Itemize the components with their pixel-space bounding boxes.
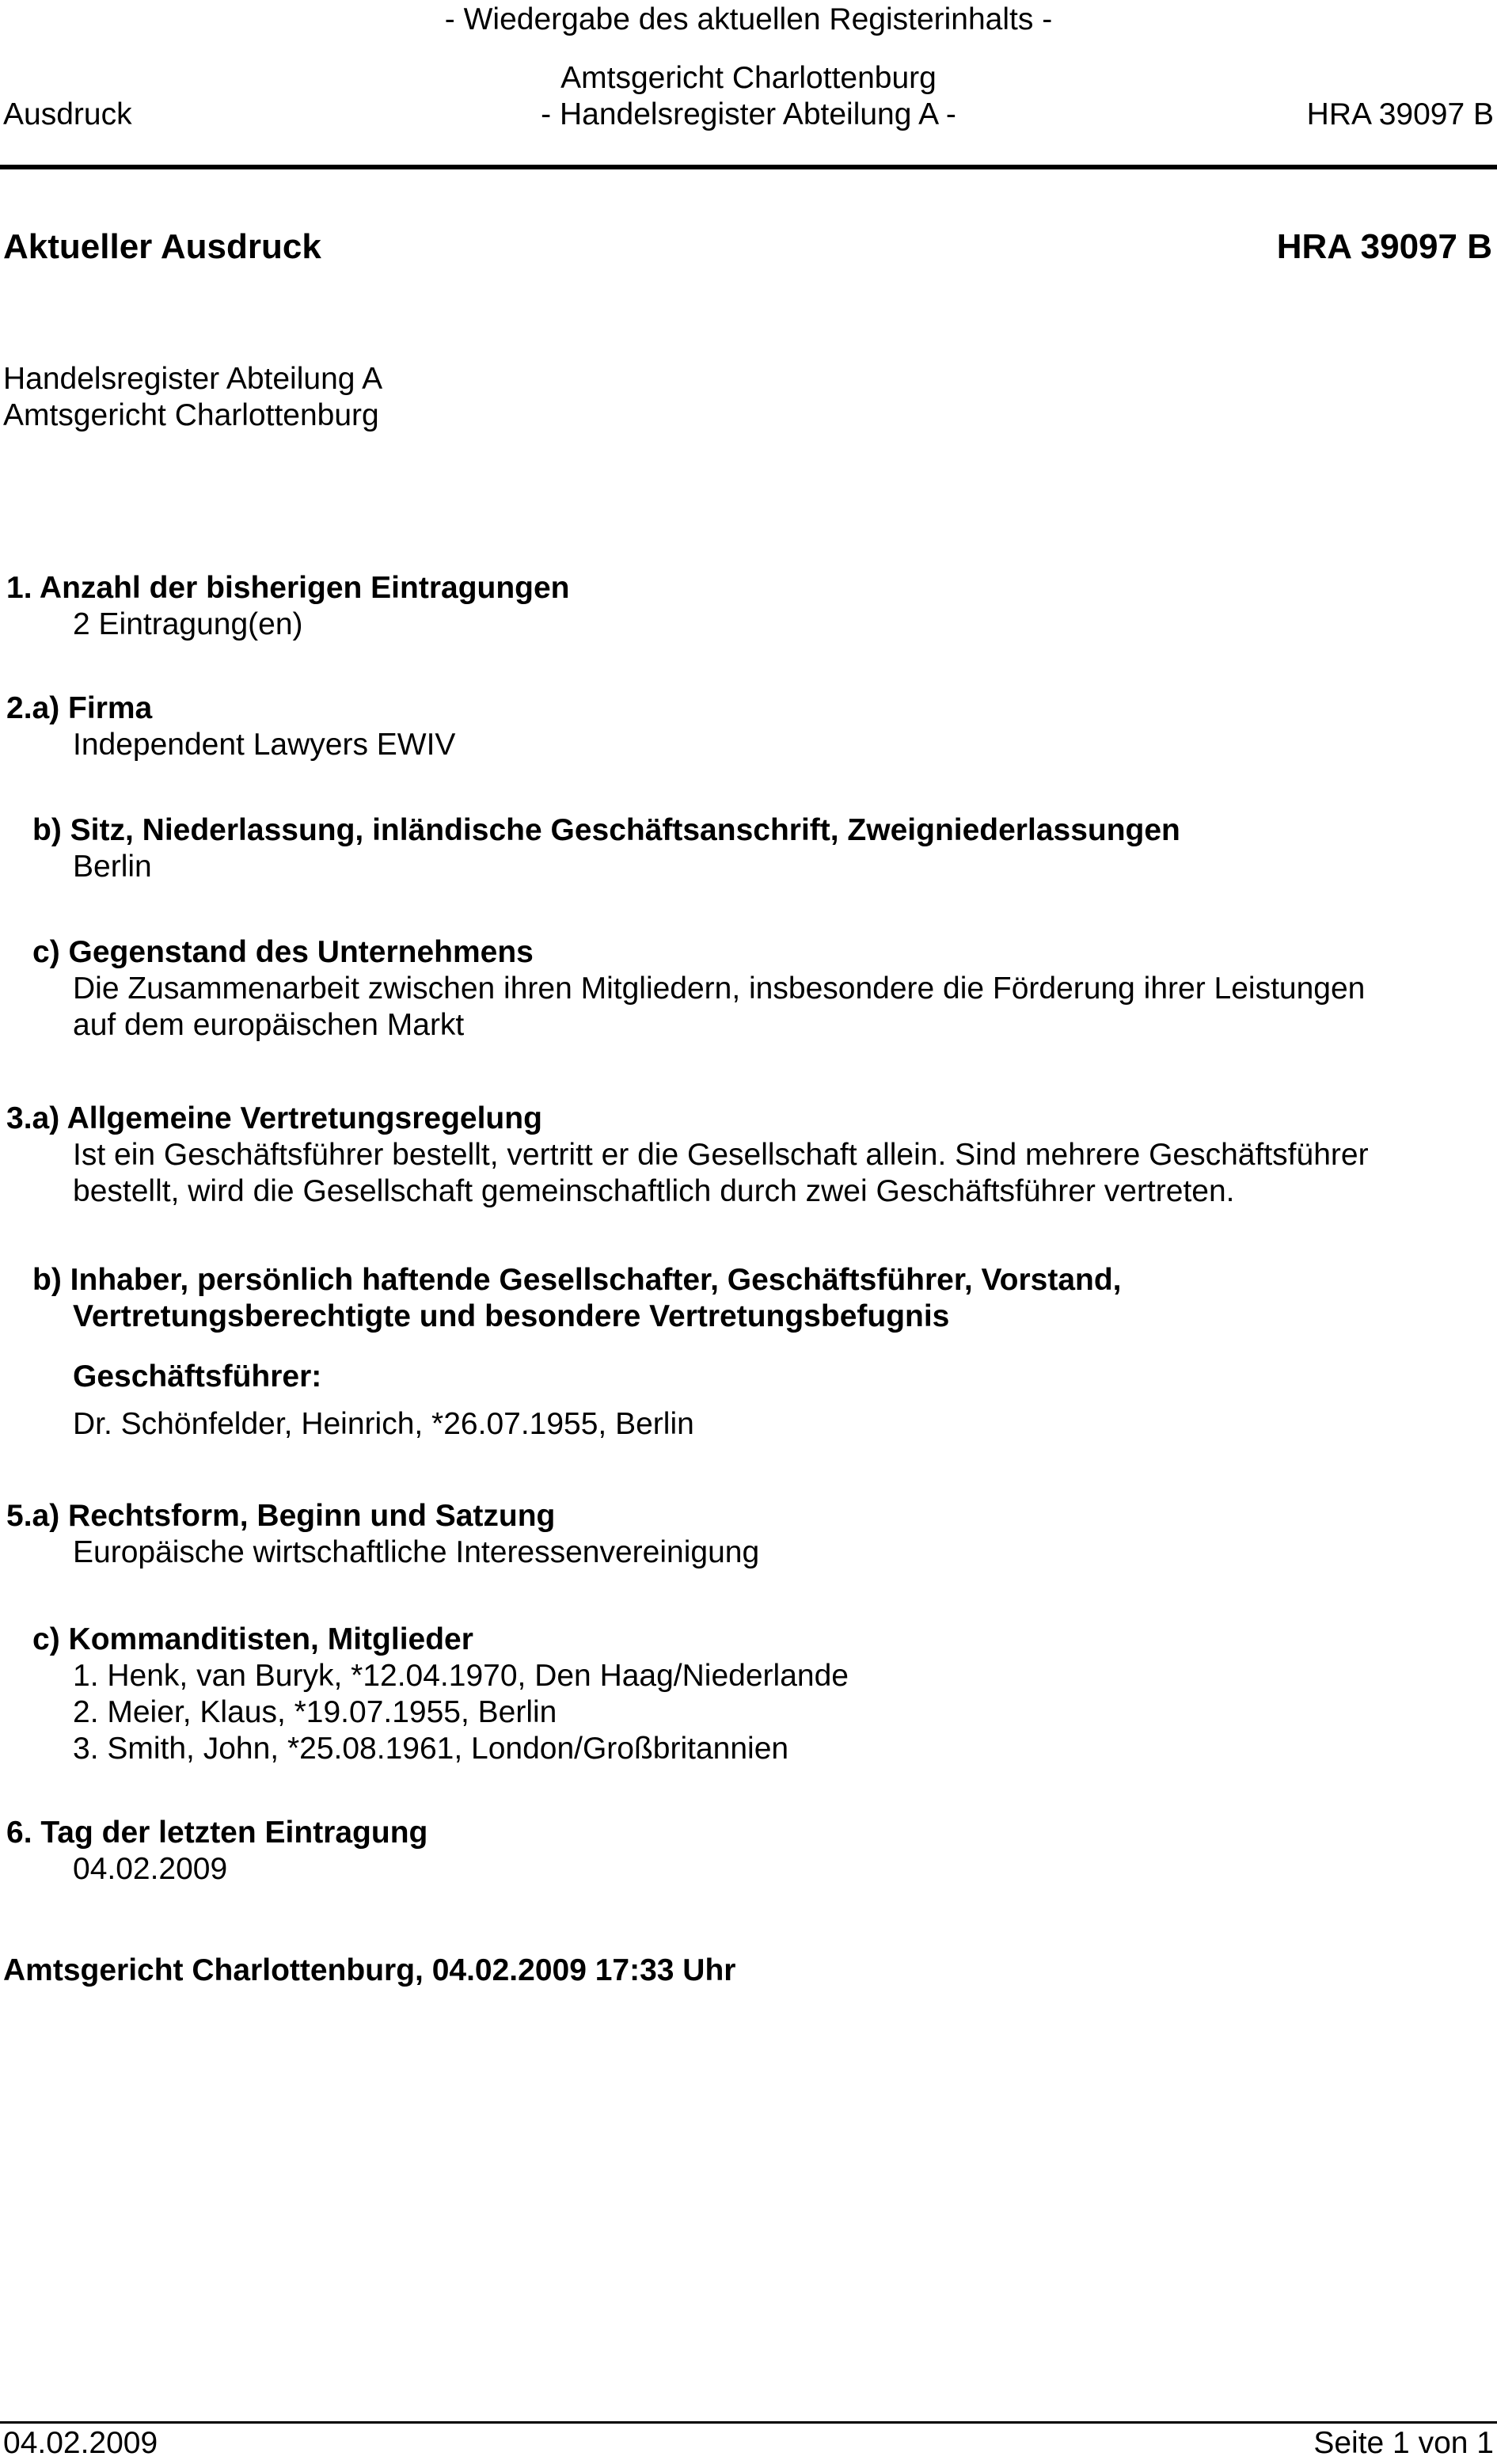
section-content-line: Berlin bbox=[73, 850, 152, 884]
section-label: b) bbox=[32, 1263, 62, 1297]
title-row bbox=[0, 226, 1497, 268]
section-heading-text: Gegenstand des Unternehmens bbox=[68, 935, 534, 969]
footer-date: 04.02.2009 bbox=[3, 2426, 158, 2460]
issued-line: Amtsgericht Charlottenburg, 04.02.2009 17:33 Uhr bbox=[3, 1953, 736, 1987]
section-heading bbox=[3, 690, 1494, 727]
section-heading-text: Inhaber, persönlich haftende Gesellschafter, Geschäftsführer, Vorstand, bbox=[70, 1263, 1122, 1297]
section-content-line: 04.02.2009 bbox=[73, 1852, 228, 1886]
title-register-number: HRA 39097 B bbox=[1276, 227, 1492, 266]
section-label: c) bbox=[32, 935, 60, 969]
section-inhaber bbox=[3, 1262, 1494, 1443]
section-content-line: 2 Eintragung(en) bbox=[73, 607, 303, 641]
member-list-item: 2. Meier, Klaus, *19.07.1955, Berlin bbox=[73, 1695, 557, 1729]
member-list-item: 1. Henk, van Buryk, *12.04.1970, Den Haag/Niederlande bbox=[73, 1659, 849, 1693]
header-register-number: HRA 39097 B bbox=[1306, 97, 1494, 131]
page-footer bbox=[0, 2421, 1497, 2462]
member-list-item: 3. Smith, John, *25.08.1961, London/Großbritannien bbox=[73, 1732, 789, 1766]
section-label: 1. bbox=[6, 571, 32, 605]
section-content-line: Dr. Schönfelder, Heinrich, *26.07.1955, Berlin bbox=[73, 1407, 694, 1441]
section-heading bbox=[3, 1101, 1494, 1137]
header-court-line: Amtsgericht Charlottenburg bbox=[560, 61, 937, 95]
section-label: c) bbox=[32, 1622, 60, 1656]
section-label: 3.a) bbox=[6, 1101, 60, 1135]
section-kommanditisten bbox=[3, 1622, 1494, 1767]
footer-page-info: Seite 1 von 1 bbox=[1313, 2426, 1494, 2460]
page-title: Aktueller Ausdruck bbox=[3, 227, 321, 266]
section-firma bbox=[3, 690, 1494, 763]
section-label: 5.a) bbox=[6, 1499, 60, 1533]
section-heading-text: Kommanditisten, Mitglieder bbox=[68, 1622, 473, 1656]
section-rechtsform bbox=[3, 1498, 1494, 1571]
section-heading-text: Sitz, Niederlassung, inländische Geschäftsanschrift, Zweigniederlassungen bbox=[70, 813, 1180, 847]
section-heading-text: Firma bbox=[68, 691, 153, 725]
section-heading bbox=[3, 812, 1494, 849]
section-vertretungsregelung bbox=[3, 1101, 1494, 1210]
section-content-line: auf dem europäischen Markt bbox=[73, 1008, 465, 1042]
section-anzahl-eintragungen bbox=[3, 570, 1494, 643]
register-sections bbox=[0, 570, 1497, 1888]
section-heading bbox=[3, 570, 1494, 606]
section-letzte-eintragung bbox=[3, 1815, 1494, 1888]
subtitle-court: Amtsgericht Charlottenburg bbox=[3, 398, 379, 432]
footer-row bbox=[0, 2424, 1497, 2462]
section-content-line: bestellt, wird die Gesellschaft gemeinschaftlich durch zwei Geschäftsführer vertreten. bbox=[73, 1174, 1235, 1208]
subtitle-block bbox=[0, 361, 1497, 434]
section-label: b) bbox=[32, 813, 62, 847]
section-content-line: Ist ein Geschäftsführer bestellt, vertritt er die Gesellschaft allein. Sind mehrere Geschäftsführer bbox=[73, 1138, 1369, 1172]
section-heading-continuation: Vertretungsberechtigte und besondere Vertretungsbefugnis bbox=[73, 1299, 950, 1333]
section-heading bbox=[3, 1622, 1494, 1658]
section-label: 6. bbox=[6, 1816, 32, 1850]
section-content-line: Die Zusammenarbeit zwischen ihren Mitgliedern, insbesondere die Förderung ihrer Leistungen bbox=[73, 972, 1366, 1006]
section-heading bbox=[3, 1815, 1494, 1851]
section-label: 2.a) bbox=[6, 691, 60, 725]
section-heading bbox=[3, 934, 1494, 971]
section-heading-text: Tag der letzten Eintragung bbox=[40, 1816, 428, 1850]
section-gegenstand bbox=[3, 934, 1494, 1044]
header-left-label: Ausdruck bbox=[3, 97, 132, 131]
header-divider-rule bbox=[0, 165, 1497, 169]
section-heading bbox=[3, 1498, 1494, 1534]
section-content-line: Independent Lawyers EWIV bbox=[73, 728, 456, 762]
section-sitz bbox=[3, 812, 1494, 885]
section-subheading: Geschäftsführer: bbox=[73, 1359, 322, 1394]
subtitle-register: Handelsregister Abteilung A bbox=[3, 362, 383, 396]
section-heading-text: Anzahl der bisherigen Eintragungen bbox=[39, 571, 570, 605]
section-content-line: Europäische wirtschaftliche Interessenvereinigung bbox=[73, 1535, 760, 1569]
header-register-line: - Handelsregister Abteilung A - bbox=[541, 97, 956, 131]
header-register-row bbox=[0, 97, 1497, 133]
section-heading-text: Allgemeine Vertretungsregelung bbox=[66, 1101, 542, 1135]
header-watermark-line: - Wiedergabe des aktuellen Registerinhalts - bbox=[444, 2, 1053, 36]
section-heading-text: Rechtsform, Beginn und Satzung bbox=[68, 1499, 556, 1533]
section-heading bbox=[3, 1262, 1494, 1299]
